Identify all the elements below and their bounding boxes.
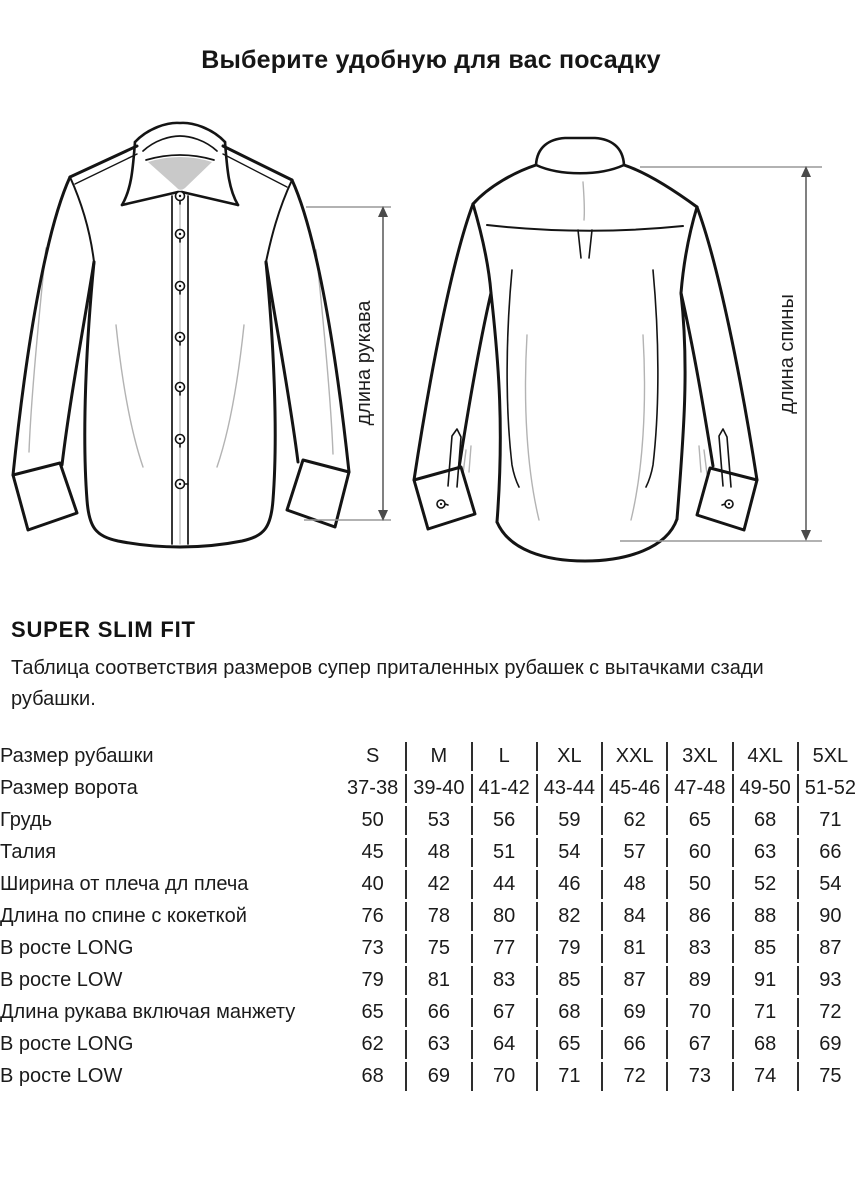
size-cell: 63 [732,838,797,867]
back-right-cuff [697,468,757,530]
back-sleeve-plackets [437,429,733,508]
front-left-cuff [13,463,77,530]
front-left-sleeve-inner [62,262,94,465]
table-row-chest [0,806,862,835]
table-row-back-length [0,902,862,931]
row-label: Длина по спине с кокеткой [0,905,247,927]
size-cell: 72 [601,1062,666,1091]
size-cell: 68 [732,1030,797,1059]
shirt-back-drawing [414,138,757,561]
size-cell: 89 [666,966,731,995]
row-label: Талия [0,841,57,863]
front-right-sleeve-inner [266,262,298,462]
size-cell: 62 [601,806,666,835]
back-darts [507,270,658,487]
page-title: Выберите удобную для вас посадку [201,46,661,74]
shirt-front-drawing [13,123,349,547]
size-cell: 57 [601,838,666,867]
size-cell: 65 [361,1001,384,1023]
size-cell: 48 [601,870,666,899]
size-cell: 69 [405,1062,470,1091]
size-cell: 73 [361,937,384,959]
size-cell: 40 [361,873,384,895]
size-cell: 88 [732,902,797,931]
size-cell: 86 [666,902,731,931]
size-column-header: 3XL [666,742,731,771]
table-row-collar [0,774,862,803]
size-table [0,739,862,1094]
table-row-shoulder-width [0,870,862,899]
size-cell: 87 [601,966,666,995]
size-cell: 54 [797,870,862,899]
back-length-label: длина спины [776,294,798,414]
size-cell: 75 [797,1062,862,1091]
row-label: Размер ворота [0,777,138,799]
size-cell: 41-42 [471,774,536,803]
row-label: В росте LONG [0,937,134,959]
size-column-header: M [405,742,470,771]
size-cell: 54 [536,838,601,867]
size-cell: 43-44 [536,774,601,803]
size-column-header: S [365,745,380,767]
table-row-sizes [0,742,862,771]
row-label: Длина рукава включая манжету [0,1001,296,1023]
size-cell: 45-46 [601,774,666,803]
size-cell: 71 [732,998,797,1027]
size-cell: 87 [797,934,862,963]
size-cell: 69 [601,998,666,1027]
size-cell: 84 [601,902,666,931]
table-row-sleeve-length-long [0,1030,862,1059]
size-cell: 42 [405,870,470,899]
size-cell: 64 [471,1030,536,1059]
size-cell: 52 [732,870,797,899]
size-cell: 74 [732,1062,797,1091]
size-cell: 51 [471,838,536,867]
size-cell: 75 [405,934,470,963]
size-cell: 66 [797,838,862,867]
table-row-back-length-low [0,966,862,995]
size-cell: 68 [732,806,797,835]
size-cell: 51-52 [797,774,862,803]
size-cell: 46 [536,870,601,899]
size-cell: 63 [405,1030,470,1059]
size-cell: 76 [361,905,384,927]
size-column-header: XXL [601,742,666,771]
size-cell: 83 [666,934,731,963]
size-cell: 68 [361,1065,384,1087]
size-cell: 66 [405,998,470,1027]
size-column-header: 5XL [797,742,862,771]
table-row-sleeve-length-low [0,1062,862,1091]
table-row-waist [0,838,862,867]
shirt-figure [0,120,862,592]
size-cell: 73 [666,1062,731,1091]
size-cell: 66 [601,1030,666,1059]
row-label: Размер рубашки [0,745,154,767]
shirts-technical-drawing [0,120,862,592]
size-cell: 65 [536,1030,601,1059]
size-cell: 85 [732,934,797,963]
size-cell: 69 [797,1030,862,1059]
section-description: Таблица соответствия размеров супер приталенных рубашек с вытачками сзади рубашки. [11,657,764,710]
size-cell: 56 [471,806,536,835]
size-cell: 49-50 [732,774,797,803]
row-label: Ширина от плеча дл плеча [0,873,249,895]
size-cell: 82 [536,902,601,931]
size-cell: 79 [536,934,601,963]
front-right-cuff [287,460,349,527]
size-cell: 72 [797,998,862,1027]
table-row-back-length-long [0,934,862,963]
size-cell: 80 [471,902,536,931]
size-cell: 67 [666,1030,731,1059]
size-cell: 50 [666,870,731,899]
size-cell: 81 [405,966,470,995]
front-buttons [176,192,189,489]
size-cell: 68 [536,998,601,1027]
size-cell: 50 [361,809,384,831]
size-column-header: L [471,742,536,771]
size-cell: 53 [405,806,470,835]
size-cell: 71 [536,1062,601,1091]
size-cell: 67 [471,998,536,1027]
front-left-sleeve [13,177,70,475]
size-cell: 83 [471,966,536,995]
size-cell: 90 [797,902,862,931]
size-cell: 47-48 [666,774,731,803]
back-pleat [578,230,592,258]
size-cell: 70 [471,1062,536,1091]
size-cell: 62 [361,1033,384,1055]
size-cell: 79 [361,969,384,991]
size-cell: 44 [471,870,536,899]
row-label: В росте LOW [0,969,123,991]
front-placket [172,196,188,544]
sleeve-length-label: длина рукава [353,300,375,426]
row-label: В росте LONG [0,1033,134,1055]
size-cell: 91 [732,966,797,995]
back-yoke-seam [487,225,683,231]
back-left-sleeve-inner [459,293,491,468]
size-cell: 85 [536,966,601,995]
size-cell: 48 [405,838,470,867]
size-cell: 70 [666,998,731,1027]
back-collar [536,138,624,173]
size-cell: 78 [405,902,470,931]
back-hem [497,519,677,561]
size-cell: 60 [666,838,731,867]
size-cell: 39-40 [405,774,470,803]
size-column-header: 4XL [732,742,797,771]
row-label: В росте LOW [0,1065,123,1087]
size-cell: 93 [797,966,862,995]
size-cell: 45 [361,841,384,863]
front-right-sleeve [292,180,349,472]
size-cell: 59 [536,806,601,835]
table-row-sleeve-length [0,998,862,1027]
size-cell: 77 [471,934,536,963]
section-heading: SUPER SLIM FIT [11,617,196,642]
row-label: Грудь [0,809,53,831]
size-cell: 71 [797,806,862,835]
size-cell: 37-38 [347,777,399,799]
back-left-cuff [414,467,475,529]
size-cell: 81 [601,934,666,963]
size-column-header: XL [536,742,601,771]
size-cell: 65 [666,806,731,835]
